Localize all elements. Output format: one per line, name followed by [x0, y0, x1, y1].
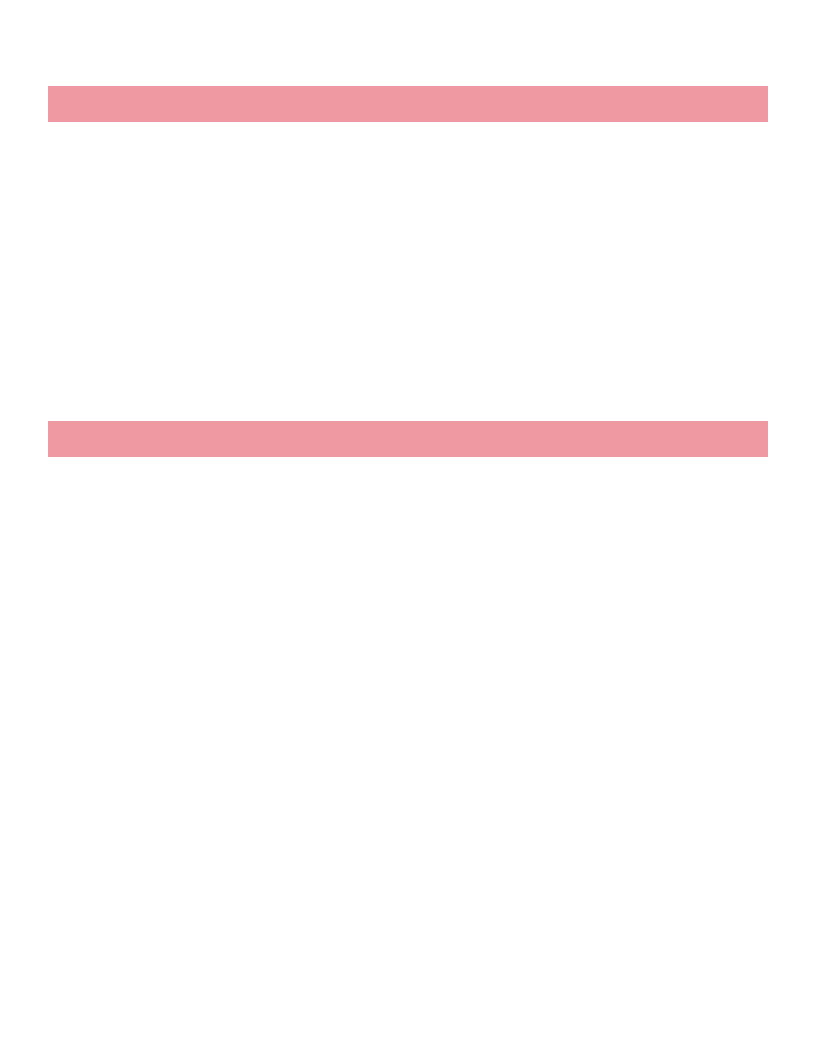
idiom-row	[50, 54, 766, 86]
section-heading-idioms	[48, 86, 768, 122]
section-heading-recitation	[48, 421, 768, 457]
